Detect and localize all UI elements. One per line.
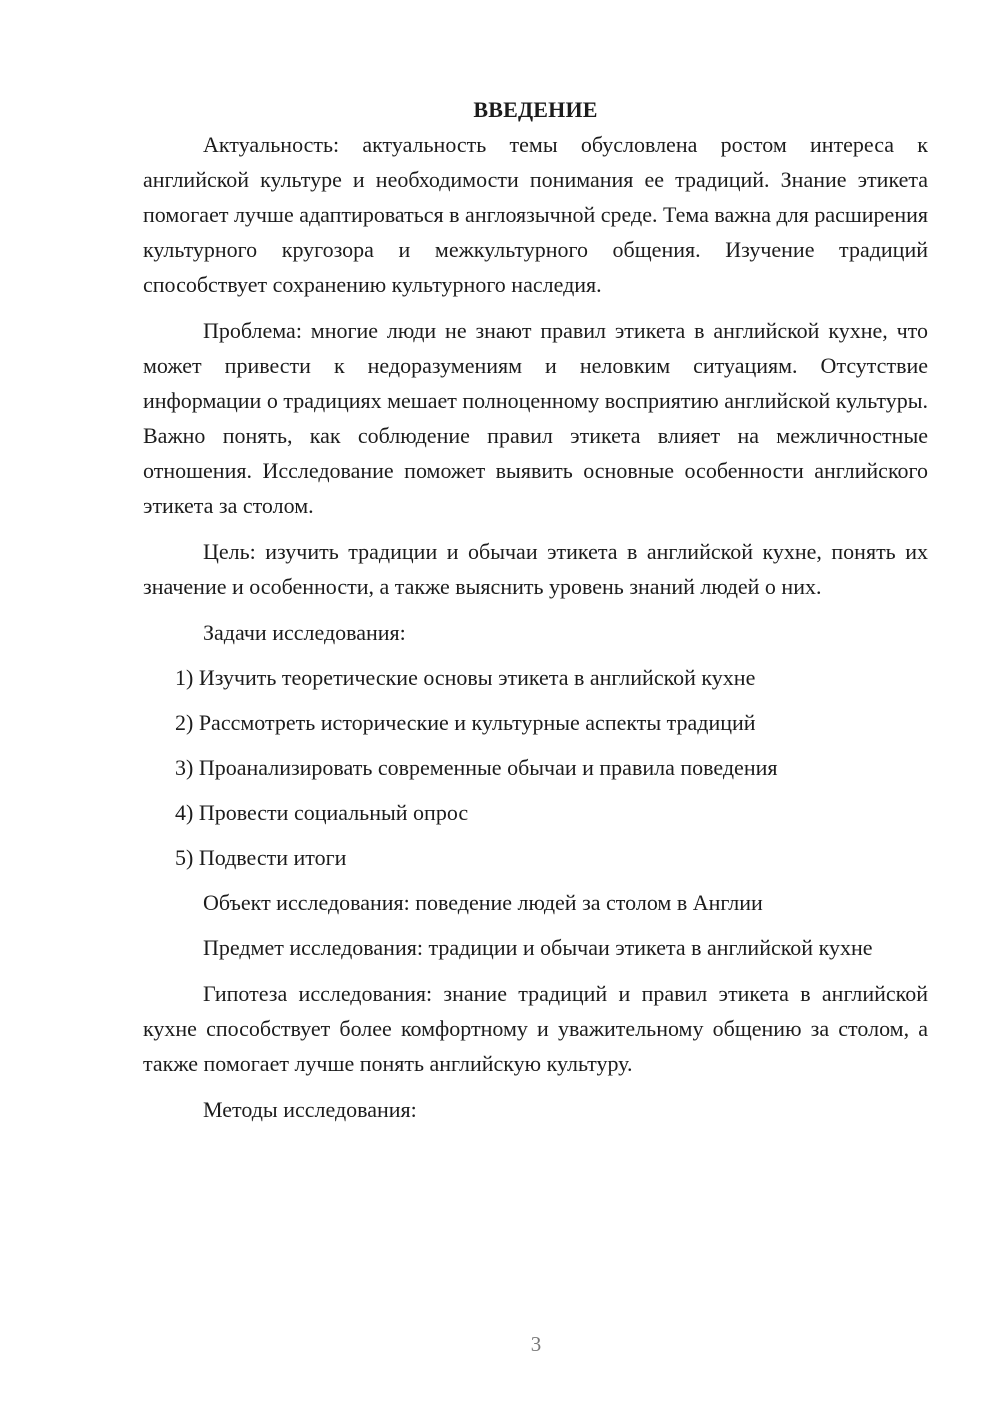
- paragraph-relevance: Актуальность: актуальность темы обусловлена ростом интереса к английской культуре и необходимости понимания ее традиций. Знание этикета помогает лучше адаптироваться в англоязычной среде. Тема важна для расширения культурного кругозора и межкультурного общения. Изучение традиций способствует сохранению культурного наследия.: [143, 132, 928, 297]
- section-heading: ВВЕДЕНИЕ: [473, 97, 598, 122]
- paragraph-hypothesis: Гипотеза исследования: знание традиций и правил этикета в английской кухне способствует более комфортному и уважительному общению за столом, а также помогает лучше понять английскую культуру.: [143, 981, 928, 1076]
- tasks-title: Задачи исследования:: [203, 620, 406, 645]
- task-item: 3) Проанализировать современные обычаи и правила поведения: [175, 755, 778, 780]
- paragraph-subject: Предмет исследования: традиции и обычаи этикета в английской кухне: [203, 935, 873, 960]
- tasks-list: [143, 660, 928, 875]
- task-item: 1) Изучить теоретические основы этикета в английской кухне: [175, 665, 756, 690]
- task-item: 5) Подвести итоги: [175, 845, 347, 870]
- paragraph-problem: Проблема: многие люди не знают правил этикета в английской кухне, что может привести к недоразумениям и неловким ситуациям. Отсутствие информации о традициях мешает полноценному восприятию английской культуры. Важно понять, как соблюдение правил этикета влияет на межличностные отношения. Исследование поможет выявить основные особенности английского этикета за столом.: [143, 318, 929, 518]
- methods-title: Методы исследования:: [203, 1097, 417, 1122]
- task-item: 2) Рассмотреть исторические и культурные аспекты традиций: [175, 710, 756, 735]
- task-item: 4) Провести социальный опрос: [175, 800, 469, 825]
- page-number: 3: [530, 1332, 542, 1356]
- paragraph-object: Объект исследования: поведение людей за столом в Англии: [203, 890, 763, 915]
- document-page: [143, 93, 928, 1137]
- paragraph-goal: Цель: изучить традиции и обычаи этикета в английской кухне, понять их значение и особенности, а также выяснить уровень знаний людей о них.: [143, 539, 928, 599]
